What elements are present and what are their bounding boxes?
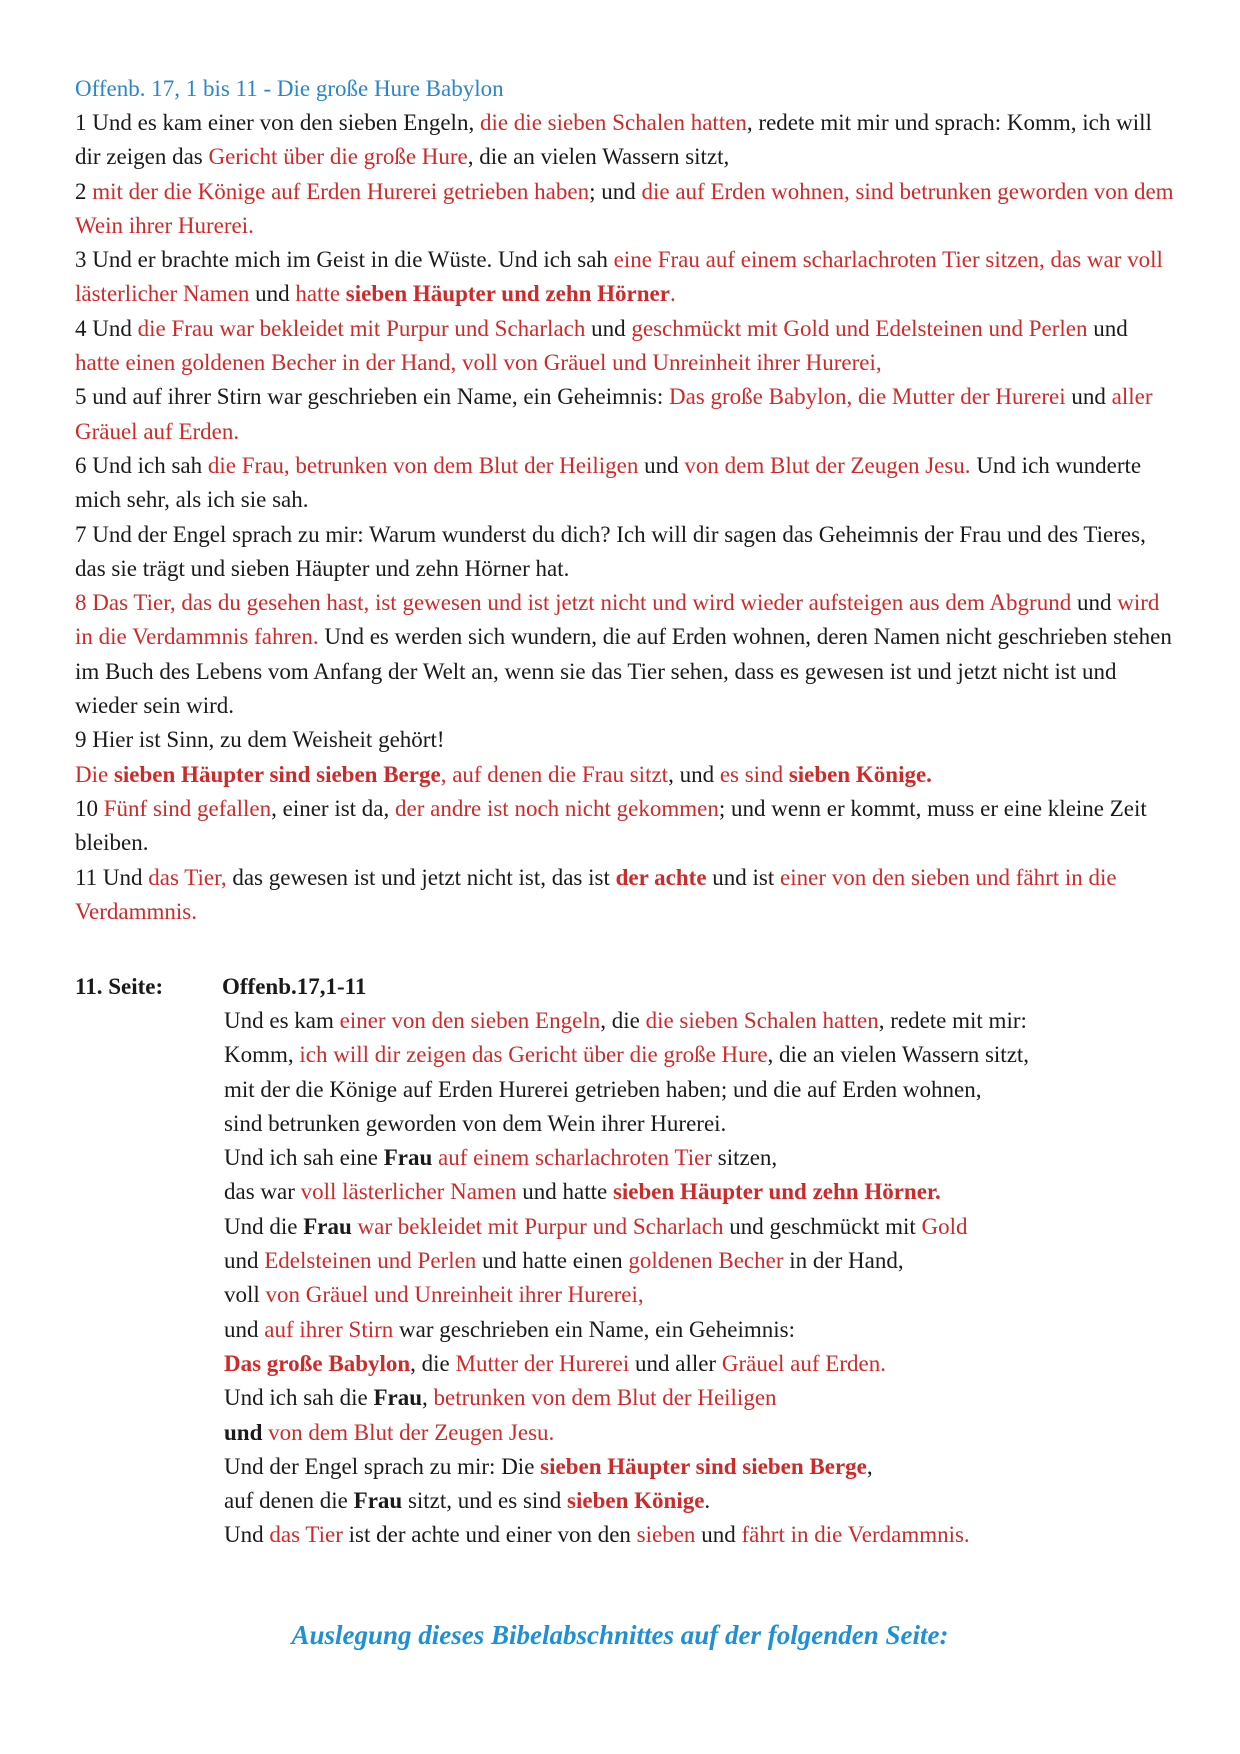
highlighted-text: Gericht über die große Hure bbox=[208, 144, 468, 170]
section-reference: Offenb.17,1-11 bbox=[222, 974, 367, 999]
highlighted-text: Frau bbox=[383, 1145, 433, 1171]
highlighted-text: die Frau war bekleidet mit Purpur und Scharlach bbox=[137, 315, 586, 341]
text-segment: Und ich wunderte mich sehr, als ich sie sah. bbox=[75, 452, 1142, 513]
text-segment: , redete mit mir: bbox=[878, 1008, 1027, 1033]
text-segment: und bbox=[1087, 315, 1128, 341]
highlighted-text: das Tier, bbox=[148, 864, 227, 890]
highlighted-text: voll lästerlicher Namen bbox=[300, 1179, 517, 1205]
verse bbox=[75, 586, 1175, 723]
text-segment: , bbox=[866, 1453, 873, 1479]
text-segment: und bbox=[638, 452, 685, 478]
highlighted-text: Gold bbox=[921, 1213, 968, 1239]
highlighted-text: hatte einen goldenen Becher in der Hand, voll von Gräuel und Unreinheit ihrer Hurerei, bbox=[75, 350, 882, 376]
verse bbox=[75, 312, 1175, 381]
text-segment: und geschmückt mit bbox=[723, 1213, 922, 1239]
text-segment: und bbox=[1065, 384, 1112, 410]
text-segment: voll bbox=[224, 1282, 266, 1308]
text-segment: ist der achte und einer von den bbox=[342, 1522, 637, 1548]
verse bbox=[75, 243, 1175, 312]
highlighted-text: hatte bbox=[295, 281, 346, 307]
text-segment: Komm, bbox=[224, 1042, 300, 1068]
verse bbox=[75, 758, 1175, 792]
verse bbox=[75, 861, 1175, 930]
highlighted-text: Fünf sind gefallen bbox=[103, 795, 272, 821]
highlighted-text: von Gräuel und Unreinheit ihrer Hurerei, bbox=[265, 1282, 644, 1308]
passage-title: Offenb. 17, 1 bis 11 - Die große Hure Babylon bbox=[75, 76, 504, 101]
summary-line bbox=[224, 1244, 1144, 1278]
text-segment: . bbox=[704, 1488, 711, 1514]
text-segment: 3 Und er brachte mich im Geist in die Wüste. Und ich sah bbox=[75, 247, 614, 273]
text-segment: mit der die Könige auf Erden Hurerei getrieben haben; und die auf Erden wohnen, bbox=[224, 1076, 982, 1102]
text-segment: sitzen, bbox=[712, 1145, 778, 1171]
highlighted-text: goldenen Becher bbox=[628, 1248, 784, 1274]
summary-line bbox=[224, 1141, 1144, 1175]
text-segment: Und es kam bbox=[224, 1008, 340, 1033]
summary-line bbox=[224, 1278, 1144, 1312]
highlighted-text: auf ihrer Stirn bbox=[264, 1316, 394, 1342]
highlighted-text: einer von den sieben und fährt in die Verdammnis. bbox=[75, 864, 1117, 924]
summary-line bbox=[224, 1416, 1144, 1450]
highlighted-text: war bekleidet mit Purpur und Scharlach bbox=[351, 1213, 724, 1239]
verse bbox=[75, 106, 1175, 175]
highlighted-text: sieben bbox=[636, 1522, 696, 1548]
highlighted-text: Edelsteinen und Perlen bbox=[264, 1248, 477, 1274]
text-segment: Und es werden sich wundern, die auf Erden wohnen, deren Namen nicht geschrieben stehen im Buch des Lebens vom Anfang der Welt an, wenn sie das Tier sehen, dass es gewesen ist und jetzt nicht ist und wieder sein wird. bbox=[75, 624, 1172, 719]
summary-line bbox=[224, 1313, 1144, 1347]
highlighted-text: aller Gräuel auf Erden. bbox=[75, 384, 1153, 444]
highlighted-text: und bbox=[224, 1419, 263, 1445]
highlighted-text: die sieben Schalen hatten bbox=[645, 1008, 879, 1033]
text-segment: und aller bbox=[629, 1350, 722, 1376]
text-segment: 10 bbox=[75, 795, 104, 821]
summary-line bbox=[224, 1450, 1144, 1484]
highlighted-text: Frau bbox=[373, 1385, 423, 1411]
text-segment: sind betrunken geworden von dem Wein ihrer Hurerei. bbox=[224, 1110, 727, 1136]
summary-line bbox=[224, 1175, 1144, 1209]
text-segment: 4 Und bbox=[75, 315, 138, 341]
text-segment: Und ich sah eine bbox=[224, 1145, 384, 1171]
text-segment: Und bbox=[224, 1522, 270, 1548]
text-segment: 11 Und bbox=[75, 864, 149, 890]
highlighted-text: geschmückt mit Gold und Edelsteinen und Perlen bbox=[631, 315, 1088, 341]
summary-line bbox=[224, 1107, 1144, 1141]
highlighted-text: . bbox=[669, 281, 676, 307]
highlighted-text: fährt in die Verdammnis. bbox=[741, 1522, 970, 1548]
highlighted-text: sieben Häupter und zehn Hörner bbox=[345, 281, 670, 307]
verse bbox=[75, 518, 1175, 587]
text-segment: und bbox=[585, 315, 632, 341]
highlighted-text: Das große Babylon, die Mutter der Hurerei bbox=[668, 384, 1066, 410]
text-segment: , und bbox=[668, 761, 720, 787]
summary-line bbox=[224, 1210, 1144, 1244]
text-segment: Und die bbox=[224, 1213, 304, 1239]
highlighted-text: die die sieben Schalen hatten bbox=[479, 110, 747, 135]
text-segment: das war bbox=[224, 1179, 301, 1205]
highlighted-text: Frau bbox=[303, 1213, 352, 1239]
summary-line bbox=[224, 1518, 1144, 1552]
highlighted-text: die auf Erden wohnen, sind betrunken geworden von dem Wein ihrer Hurerei. bbox=[75, 178, 1174, 238]
text-segment: , die bbox=[410, 1350, 456, 1376]
highlighted-text: wird in die Verdammnis fahren. bbox=[75, 590, 1160, 650]
highlighted-text: sieben Häupter sind sieben Berge bbox=[113, 761, 441, 787]
text-segment: ; und wenn er kommt, muss er eine kleine Zeit bleiben. bbox=[75, 795, 1147, 856]
summary-line bbox=[224, 1073, 1144, 1107]
highlighted-text: sieben Könige bbox=[567, 1488, 705, 1514]
text-segment: das gewesen ist und jetzt nicht ist, das ist bbox=[226, 864, 616, 890]
text-segment: in der Hand, bbox=[783, 1248, 904, 1274]
highlighted-text: mit der die Könige auf Erden Hurerei getrieben haben bbox=[92, 178, 590, 204]
verse bbox=[75, 380, 1175, 449]
text-segment: und hatte einen bbox=[476, 1248, 629, 1274]
highlighted-text: auf einem scharlachroten Tier bbox=[432, 1145, 712, 1171]
text-segment: , redete mit mir und sprach: Komm, ich will dir zeigen das bbox=[75, 110, 1152, 170]
text-segment: Und ich sah die bbox=[224, 1385, 374, 1411]
text-segment: , die bbox=[600, 1008, 646, 1033]
text-segment: war geschrieben ein Name, ein Geheimnis: bbox=[393, 1316, 795, 1342]
highlighted-text: ich will dir zeigen das Gericht über die große Hure bbox=[299, 1042, 768, 1068]
highlighted-text: Die bbox=[75, 761, 114, 787]
verse bbox=[75, 723, 1175, 757]
text-segment: und bbox=[1071, 590, 1118, 616]
highlighted-text: das Tier bbox=[269, 1522, 343, 1548]
summary-line bbox=[224, 1347, 1144, 1381]
verse bbox=[75, 792, 1175, 861]
highlighted-text: es sind bbox=[719, 761, 789, 787]
text-segment: und ist bbox=[706, 864, 781, 890]
highlighted-text: der achte bbox=[615, 864, 707, 890]
text-segment: Und der Engel sprach zu mir: Die bbox=[224, 1453, 541, 1479]
text-segment: , die an vielen Wassern sitzt, bbox=[767, 1042, 1030, 1068]
verse-list bbox=[75, 106, 1175, 929]
text-segment: und bbox=[224, 1248, 265, 1274]
text-segment: 6 Und ich sah bbox=[75, 452, 208, 478]
highlighted-text: betrunken von dem Blut der Heiligen bbox=[433, 1385, 777, 1411]
highlighted-text: von dem Blut der Zeugen Jesu. bbox=[684, 452, 971, 478]
text-segment: , die an vielen Wassern sitzt, bbox=[467, 144, 730, 170]
text-segment: sitzt, und es sind bbox=[402, 1488, 568, 1514]
text-segment: auf denen die bbox=[224, 1488, 354, 1514]
highlighted-text: 8 Das Tier, das du gesehen hast, ist gewesen und ist jetzt nicht und wird wieder aufsteigen aus dem Abgrund bbox=[75, 590, 1072, 616]
text-segment: , einer ist da, bbox=[271, 795, 396, 821]
text-segment: 7 Und der Engel sprach zu mir: Warum wunderst du dich? Ich will dir sagen das Geheimnis der Frau und des Tieres, das sie trägt und sieben Häupter und zehn Hörner hat. bbox=[75, 521, 1146, 581]
highlighted-text: sieben Häupter sind sieben Berge bbox=[540, 1453, 867, 1479]
highlighted-text: die Frau, betrunken von dem Blut der Heiligen bbox=[207, 452, 639, 478]
summary-line bbox=[224, 1484, 1144, 1518]
text-segment: , bbox=[422, 1385, 434, 1411]
summary-text bbox=[224, 1004, 1144, 1553]
text-segment: 9 Hier ist Sinn, zu dem Weisheit gehört! bbox=[75, 727, 445, 753]
text-segment: und hatte bbox=[516, 1179, 613, 1205]
text-segment: und bbox=[249, 281, 296, 307]
footer-note: Auslegung dieses Bibelabschnittes auf der folgenden Seite: bbox=[291, 1620, 949, 1650]
verse bbox=[75, 175, 1175, 244]
summary-line bbox=[224, 1038, 1144, 1072]
highlighted-text: Gräuel auf Erden. bbox=[721, 1350, 886, 1376]
highlighted-text: sieben Könige. bbox=[788, 761, 932, 787]
summary-line bbox=[224, 1381, 1144, 1415]
text-segment: und bbox=[695, 1522, 742, 1548]
highlighted-text: , auf denen die Frau sitzt bbox=[440, 761, 669, 787]
highlighted-text: der andre ist noch nicht gekommen bbox=[395, 795, 719, 821]
section-label: 11. Seite: bbox=[75, 974, 164, 999]
text-segment: ; und bbox=[589, 178, 642, 204]
text-segment: 1 Und es kam einer von den sieben Engeln, bbox=[75, 110, 480, 135]
highlighted-text: Mutter der Hurerei bbox=[455, 1350, 630, 1376]
text-segment: 2 bbox=[75, 178, 93, 204]
highlighted-text: eine Frau auf einem scharlachroten Tier sitzen, das war voll lästerlicher Namen bbox=[75, 247, 1163, 307]
highlighted-text: von dem Blut der Zeugen Jesu. bbox=[262, 1419, 555, 1445]
summary-line bbox=[224, 1004, 1144, 1038]
highlighted-text: Frau bbox=[353, 1488, 403, 1514]
highlighted-text: Das große Babylon bbox=[224, 1350, 411, 1376]
highlighted-text: einer von den sieben Engeln bbox=[339, 1008, 601, 1033]
highlighted-text: sieben Häupter und zehn Hörner. bbox=[612, 1179, 941, 1205]
text-segment: 5 und auf ihrer Stirn war geschrieben ein Name, ein Geheimnis: bbox=[75, 384, 669, 410]
verse bbox=[75, 449, 1175, 518]
text-segment: und bbox=[224, 1316, 265, 1342]
